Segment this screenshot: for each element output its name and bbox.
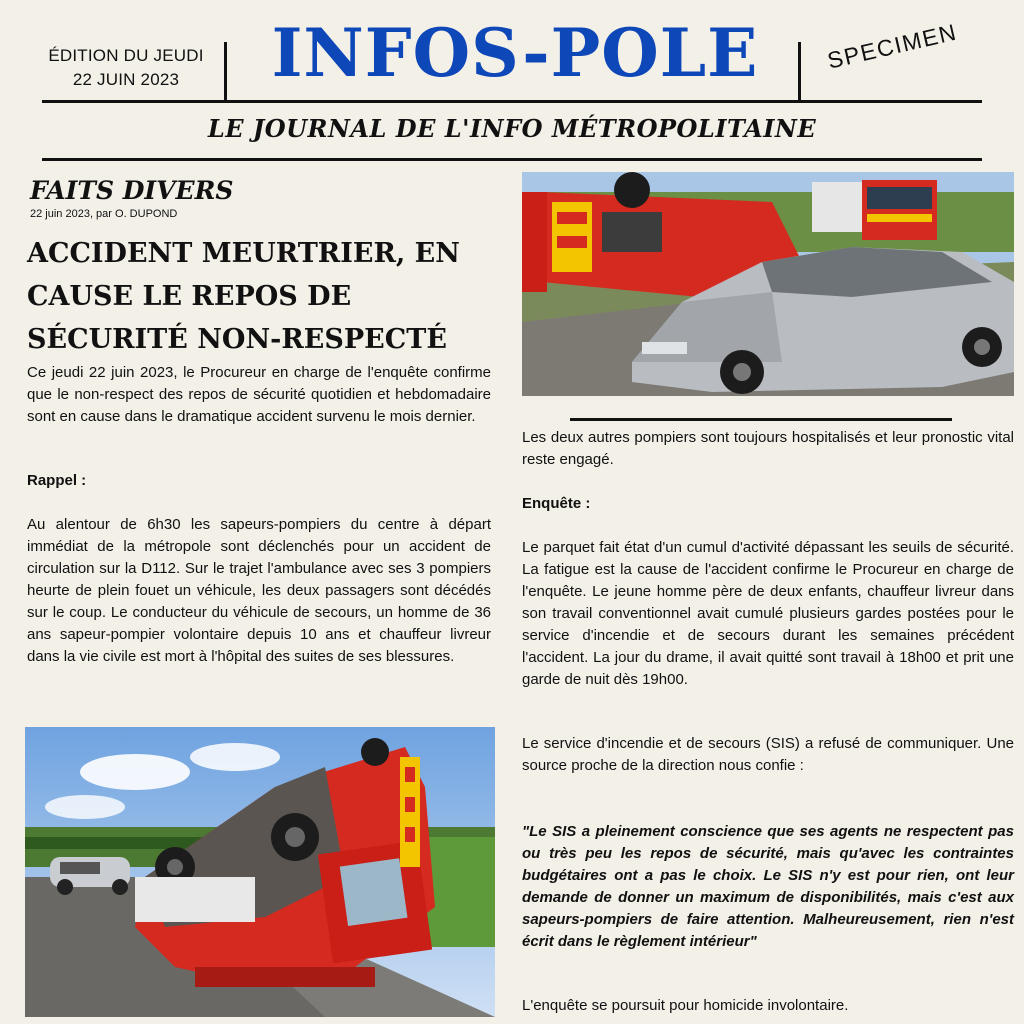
enquete-text: Le parquet fait état d'un cumul d'activité dépassant les seuils de sécurité. La fatigue est la cause de l'accident confirme le Procureur en charge de l'enquête. Le jeune homme père de deux enfants, chauffeur livreur dans son travail conventionnel avait cumulé plusieurs gardes postées pour le service d'incendie et de secours durant les semaines précédent l'accident. La jour du drame, il avait quitté sont travail à 18h00 et prit une garde de nuit dès 19h00. [522, 539, 1014, 688]
column-separator-rule [570, 418, 952, 421]
photo-overturned-truck [25, 727, 495, 1017]
edition-date [30, 44, 222, 92]
edition-line-2: 22 JUIN 2023 [72, 70, 180, 89]
masthead-title: INFOS-POLE [271, 14, 759, 92]
source-quote: "Le SIS a pleinement conscience que ses agents ne respectent pas ou très peu les repos de sécurité, mais qu'avec les contraintes budgétaires ont a pas le choix. Le SIS n'y est pour rien, ont leur demande de donner un maximum de disponibilités, mais c'est aux sapeurs-pompiers de faire attention. Malheureusement, rien n'est écrit dans le règlement intérieur" [522, 823, 1014, 950]
photo-crash-scene-image [522, 172, 1014, 396]
continued-text: Les deux autres pompiers sont toujours hospitalisés et leur pronostic vital reste engagé. [522, 429, 1014, 468]
section-label: FAITS DIVERS [30, 176, 234, 205]
article-byline: 22 juin 2023, par O. DUPOND [30, 208, 178, 220]
journal-subtitle: LE JOURNAL DE L'INFO MÉTROPOLITAINE [207, 114, 817, 143]
header-rule-top [42, 100, 982, 103]
photo-overturned-truck-image [25, 727, 495, 1017]
rappel-heading: Rappel : [27, 472, 87, 489]
closing-text: L'enquête se poursuit pour homicide involontaire. [522, 997, 849, 1014]
sis-text: Le service d'incendie et de secours (SIS) a refusé de communiquer. Une source proche de la direction nous confie : [522, 735, 1014, 774]
header-divider-left [224, 42, 227, 100]
header-divider-right [798, 42, 801, 100]
article-headline: ACCIDENT MEURTRIER, EN CAUSE LE REPOS DE SÉCURITÉ NON-RESPECTÉ [27, 238, 460, 355]
article-intro: Ce jeudi 22 juin 2023, le Procureur en charge de l'enquête confirme que le non-respect des repos de sécurité quotidien et hebdomadaire sont en cause dans le dramatique accident survenu le mois dernier. [27, 364, 491, 425]
header-rule-bottom [42, 158, 982, 161]
edition-line-1: ÉDITION DU JEUDI [48, 46, 204, 65]
photo-crash-scene [522, 172, 1014, 396]
specimen-stamp: SPECIMEN [824, 18, 960, 74]
rappel-text: Au alentour de 6h30 les sapeurs-pompiers du centre à départ immédiat de la métropole sont déclenchés pour un accident de circulation sur la D112. Sur le trajet l'ambulance avec ses 3 pompiers heurte de plein fouet un véhicule, les deux passagers sont décédés sur le coup. Le conducteur du véhicule de secours, un homme de 36 ans sapeur-pompier volontaire depuis 10 ans et chauffeur livreur dans la vie civile est mort à l'hôpital des suites de ses blessures. [27, 516, 491, 665]
enquete-heading: Enquête : [522, 495, 591, 512]
